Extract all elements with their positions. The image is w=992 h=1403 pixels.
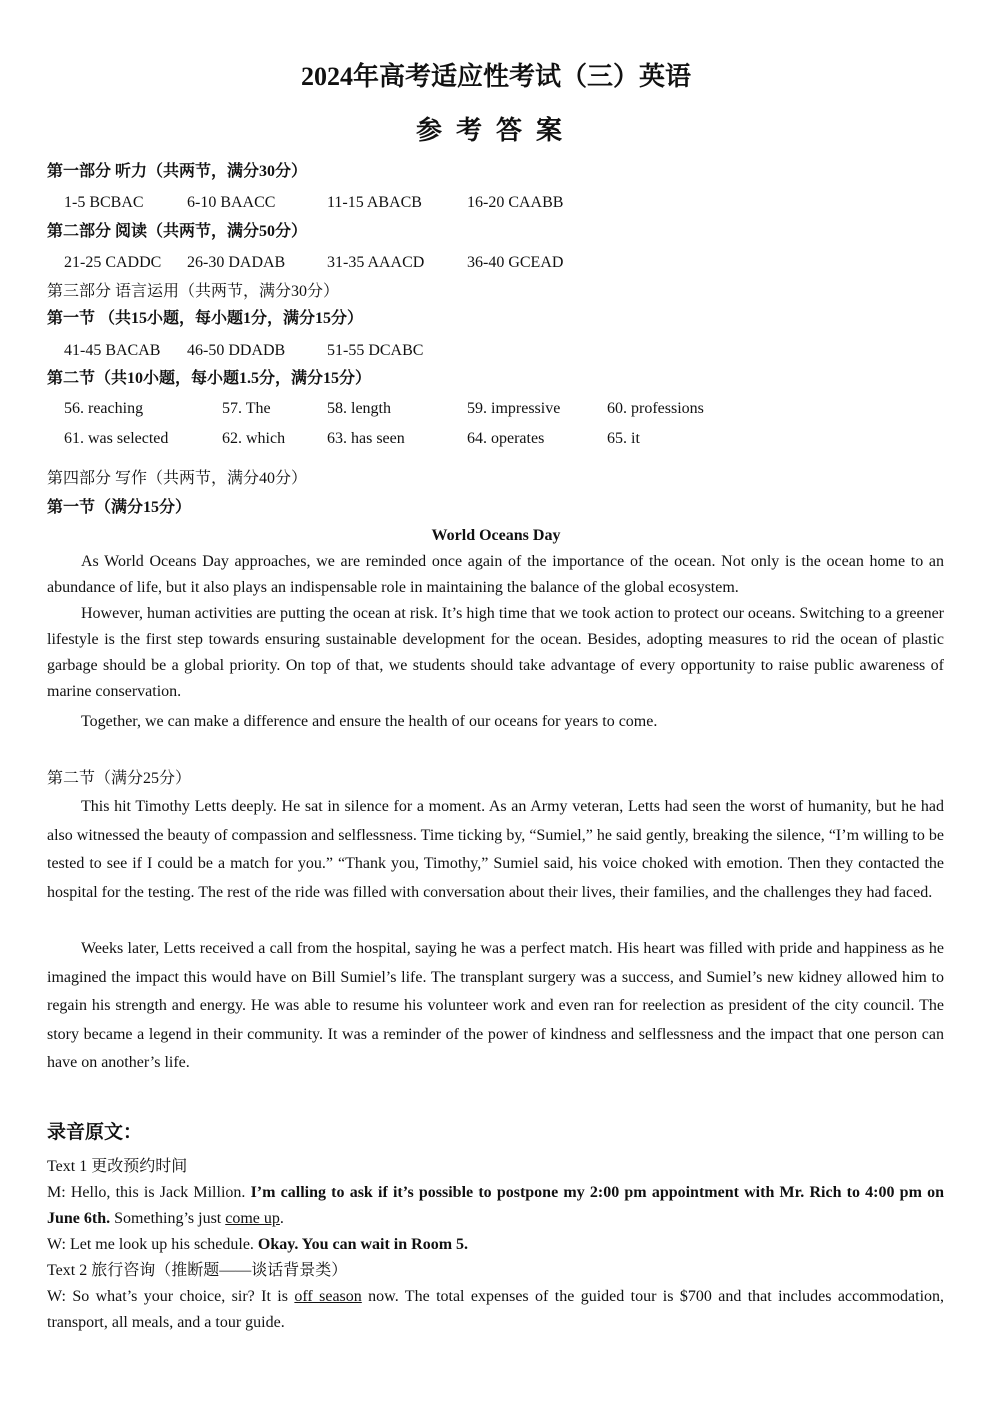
key-sentence: I’m calling to ask if it’s possible to postpone my 2:00 pm appointment with Mr. Rich to 4:00 pm on June 6th. [47,1184,944,1227]
underlined-phrase: off season [294,1288,362,1305]
answer-group: 36-40 GCEAD [467,254,564,271]
underlined-phrase: come up [225,1210,280,1227]
part3-section2-heading: 第二节（共10小题，每小题1.5分，满分15分） [47,370,372,387]
part4-section1-heading: 第一节（满分15分） [47,499,192,516]
answer-item: 65. it [607,430,640,447]
answer-item: 59. impressive [467,400,561,417]
answer-item: 64. operates [467,430,545,447]
text1-man-line [47,1180,944,1232]
speaker-text: . [279,1210,284,1227]
answer-group: 6-10 BAACC [187,194,276,211]
answer-item: 58. length [327,400,391,417]
text1-label: Text 1 更改预约时间 [47,1158,188,1175]
part1-heading: 第一部分 听力（共两节，满分30分） [47,163,308,180]
answer-group: 41-45 BACAB [64,342,161,359]
answer-group: 51-55 DCABC [327,342,424,359]
part4-section2-heading: 第二节（满分25分） [47,770,192,787]
text2-woman-line [47,1284,944,1336]
answer-group: 11-15 ABACB [327,194,422,211]
part3-heading: 第三部分 语言运用（共两节，满分30分） [47,283,340,300]
answer-group: 21-25 CADDC [64,254,162,271]
page-title: 2024年高考适应性考试（三）英语 [300,62,691,91]
answer-group: 31-35 AAACD [327,254,425,271]
answer-item: 62. which [222,430,286,447]
page-subtitle: 参考答案 [415,116,576,145]
speaker-text: W: So what’s your choice, sir? It is [47,1288,295,1305]
answer-item: 57. The [222,400,271,417]
text1-woman-line [47,1232,944,1258]
story-paragraph: Weeks later, Letts received a call from the hospital, saying he was a perfect match. His heart was filled with pride and happiness as he imagined the impact this would have on Bill Sumiel’s life. The transplant surgery was a success, and Sumiel’s new kidney allowed him to regain his strength and energy. He was able to resume his volunteer work and even ran for reelection as president of the city council. The story became a legend in their community. It was a reminder of the power of kindness and selflessness and the impact that one person can have on another’s life. [47,940,944,1071]
answer-group: 1-5 BCBAC [64,194,144,211]
answer-group: 26-30 DADAB [187,254,286,271]
part3-section1-heading: 第一节 （共15小题，每小题1分，满分15分） [47,310,364,327]
answer-group: 46-50 DDADB [187,342,286,359]
transcript-heading: 录音原文： [47,1122,143,1143]
story-paragraph: This hit Timothy Letts deeply. He sat in silence for a moment. As an Army veteran, Letts had seen the worst of humanity, but he had also witnessed the beauty of compassion and selflessness. Time ticking by, “Sumiel,” he said gently, breaking the silence, “I’m willing to be tested to see if I could be a match for you.” “Thank you, Timothy,” Sumiel said, his voice choked with emotion. Then they contacted the hospital for the testing. The rest of the ride was filled with conversation about their lives, their families, and the challenges they had faced. [47,798,944,901]
essay-paragraph: As World Oceans Day approaches, we are reminded once again of the importance of the ocean. Not only is the ocean home to an abundance of life, but it also plays an indispensable role in maintaining the balance of the global ecosystem. [47,553,944,596]
answer-item: 56. reaching [64,400,144,417]
speaker-text: now. The total expenses of the guided tour is $700 and that includes accommodation, transport, all meals, and a tour guide. [47,1288,945,1331]
answer-item: 63. has seen [327,430,405,447]
essay-paragraph: Together, we can make a difference and ensure the health of our oceans for years to come. [81,713,658,730]
part4-heading: 第四部分 写作（共两节，满分40分） [47,470,308,487]
answer-group: 16-20 CAABB [467,194,564,211]
speaker-text: Something’s just [110,1210,226,1227]
speaker-text: M: Hello, this is Jack Million. [47,1184,251,1201]
answer-item: 61. was selected [64,430,169,447]
answer-item: 60. professions [607,400,704,417]
essay-paragraph: However, human activities are putting the ocean at risk. It’s high time that we took action to protect our oceans. Switching to a greener lifestyle is the first step towards ensuring sustainable development for the ocean. Besides, adopting measures to rid the ocean of plastic garbage should be a global priority. On top of that, we students should take advantage of every opportunity to raise public awareness of marine conservation. [47,605,944,700]
speaker-text: W: Let me look up his schedule. [47,1236,258,1253]
part2-heading: 第二部分 阅读（共两节，满分50分） [47,223,308,240]
key-sentence: Okay. You can wait in Room 5. [257,1236,469,1253]
text2-label: Text 2 旅行咨询（推断题——谈话背景类） [47,1262,348,1279]
essay-title: World Oceans Day [431,527,561,544]
